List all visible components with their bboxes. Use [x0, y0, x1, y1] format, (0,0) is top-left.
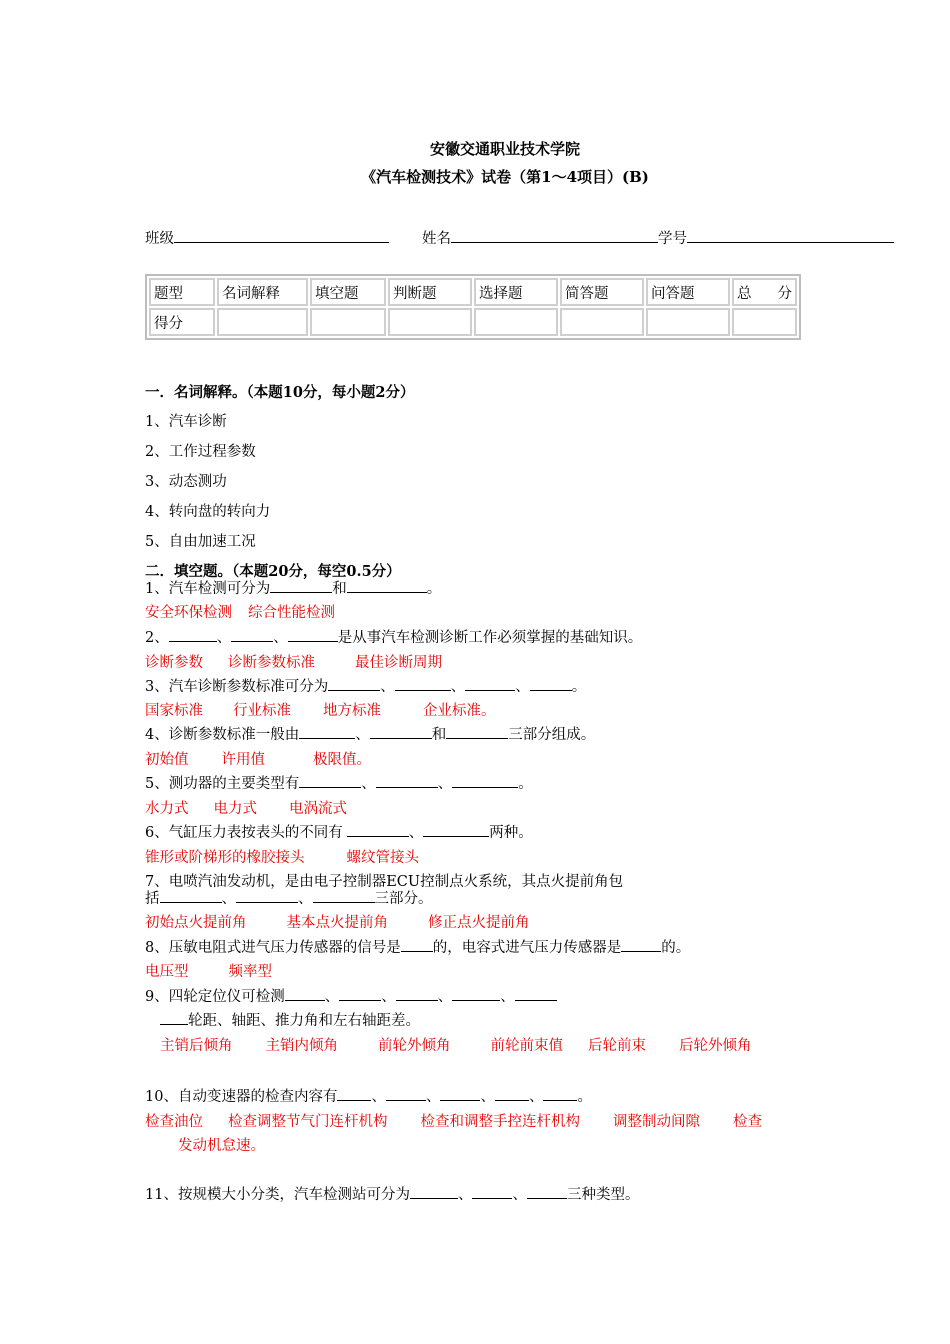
- answer-blank[interactable]: [621, 937, 661, 952]
- answer-blank[interactable]: [543, 1086, 577, 1101]
- answer-blank[interactable]: [370, 724, 432, 739]
- q5-text: 、: [437, 776, 453, 792]
- q10-text: 、: [528, 1089, 544, 1105]
- q10-text: 。: [577, 1089, 592, 1105]
- answer-blank[interactable]: [440, 1086, 480, 1101]
- col-true-false: 判断题: [388, 278, 472, 306]
- q2-text: 2、: [145, 630, 169, 646]
- q9-text: 轮距、轴距、推力角和左右轴距差。: [188, 1013, 420, 1029]
- answer-blank[interactable]: [527, 1184, 567, 1199]
- total-char-2: 分: [777, 285, 792, 302]
- answer-3: [145, 699, 496, 720]
- q11-text: 、: [512, 1187, 527, 1203]
- answer-blank[interactable]: [515, 986, 557, 1001]
- section1-item: 5、自由加速工况: [145, 534, 256, 550]
- answer-9: [160, 1034, 752, 1055]
- answer-blank[interactable]: [410, 1184, 458, 1199]
- section1-item: 4、转向盘的转向力: [145, 504, 271, 520]
- q9-text: 、: [437, 989, 453, 1005]
- answer-text: 频率型: [228, 964, 272, 980]
- answer-blank[interactable]: [401, 937, 433, 952]
- answer-blank[interactable]: [236, 888, 298, 903]
- answer-text: 检查: [733, 1114, 762, 1130]
- answer-blank[interactable]: [396, 986, 438, 1001]
- q6-text: 、: [408, 825, 424, 841]
- col-short-answer: 简答题: [560, 278, 644, 306]
- question-8: [145, 936, 690, 957]
- answer-text: 检查和调整手控连杆机构: [420, 1114, 580, 1130]
- answer-4: [145, 748, 371, 769]
- answer-1: [145, 601, 335, 622]
- answer-blank[interactable]: [270, 578, 332, 593]
- q5-text: 、: [361, 776, 376, 792]
- q5-text: 。: [518, 776, 533, 792]
- answer-text: 检查油位: [145, 1114, 203, 1130]
- col-choice: 选择题: [474, 278, 558, 306]
- q3-text: 、: [380, 679, 395, 695]
- answer-blank[interactable]: [452, 986, 500, 1001]
- answer-text: 国家标准: [145, 703, 203, 719]
- answer-text: 许用值: [221, 752, 265, 768]
- score-cell[interactable]: [310, 308, 386, 336]
- answer-blank[interactable]: [452, 773, 518, 788]
- q6-text: 6、气缸压力表按表头的不同有: [145, 825, 343, 841]
- question-7: 7、电喷汽油发动机，是由电子控制器ECU控制点火系统，其点火提前角包: [145, 874, 624, 890]
- q7-text: 三部分。: [374, 891, 433, 907]
- answer-blank[interactable]: [313, 888, 375, 903]
- answer-blank[interactable]: [495, 1086, 529, 1101]
- answer-blank[interactable]: [169, 627, 217, 642]
- q9-text: 、: [500, 989, 515, 1005]
- question-4: [145, 723, 595, 744]
- answer-blank[interactable]: [339, 986, 381, 1001]
- question-3: [145, 675, 586, 696]
- total-char-1: 总: [737, 285, 752, 302]
- q1-text: 。: [426, 581, 442, 597]
- score-cell[interactable]: [646, 308, 730, 336]
- q8-text: 的。: [661, 940, 691, 956]
- question-6: [145, 821, 533, 842]
- section1-item: 1、汽车诊断: [145, 414, 227, 430]
- answer-text: 诊断参数: [145, 655, 203, 671]
- section1-title: 一．名词解释。（本题10分，每小题2分）: [145, 384, 415, 401]
- id-label: 学号: [658, 231, 687, 247]
- q4-text: 4、诊断参数标准一般由: [145, 727, 300, 743]
- answer-7: [145, 911, 530, 932]
- answer-blank[interactable]: [160, 888, 222, 903]
- answer-blank[interactable]: [423, 822, 489, 837]
- section2-title: 二．填空题。（本题20分，每空0.5分）: [145, 563, 401, 580]
- question-1: [145, 577, 441, 598]
- q5-text: 5、测功器的主要类型有: [145, 776, 300, 792]
- q4-text: 三部分组成。: [508, 727, 596, 743]
- answer-blank[interactable]: [299, 724, 355, 739]
- q3-text: 。: [571, 679, 587, 695]
- class-label: 班级: [145, 231, 174, 247]
- answer-blank[interactable]: [285, 986, 325, 1001]
- question-7-cont: [145, 887, 433, 908]
- answer-blank[interactable]: [472, 1184, 512, 1199]
- q2-text: 、: [273, 630, 288, 646]
- answer-blank[interactable]: [337, 1086, 371, 1101]
- answer-text: 地方标准: [323, 703, 381, 719]
- q4-text: 和: [431, 727, 447, 743]
- answer-blank[interactable]: [328, 676, 380, 691]
- student-info-line: [145, 227, 894, 248]
- q6-text: 两种。: [489, 825, 533, 841]
- answer-text: 基本点火提前角: [286, 915, 388, 931]
- answer-blank[interactable]: [347, 822, 409, 837]
- answer-5: [145, 797, 347, 818]
- answer-8: [145, 960, 272, 981]
- answer-blank[interactable]: [395, 676, 451, 691]
- q10-text: 10、自动变速器的检查内容有: [145, 1089, 338, 1105]
- col-total: [732, 278, 797, 306]
- answer-blank[interactable]: [347, 578, 427, 593]
- answer-text: 主销后倾角: [160, 1038, 233, 1054]
- answer-text: 安全环保检测: [145, 605, 232, 621]
- answer-blank[interactable]: [288, 627, 338, 642]
- answer-text: 初始点火提前角: [145, 915, 247, 931]
- answer-10-cont: 发动机怠速。: [178, 1138, 265, 1154]
- answer-6: [145, 846, 419, 867]
- col-question-answer: 问答题: [646, 278, 730, 306]
- q1-text: 1、汽车检测可分为: [145, 581, 271, 597]
- answer-blank[interactable]: [446, 724, 508, 739]
- answer-text: 修正点火提前角: [428, 915, 530, 931]
- answer-text: 螺纹管接头: [346, 850, 419, 866]
- answer-text: 水力式: [145, 801, 189, 817]
- answer-blank[interactable]: [231, 627, 273, 642]
- answer-text: 前轮外倾角: [378, 1038, 451, 1054]
- answer-text: 调整制动间隙: [613, 1114, 700, 1130]
- q2-text: 是从事汽车检测诊断工作必须掌握的基础知识。: [337, 630, 643, 646]
- answer-text: 锥形或阶梯形的橡胶接头: [145, 850, 305, 866]
- question-5: [145, 772, 533, 793]
- answer-text: 综合性能检测: [248, 605, 335, 621]
- q7-text: 括: [145, 891, 160, 907]
- answer-blank[interactable]: [160, 1010, 188, 1025]
- answer-text: 极限值。: [313, 752, 371, 768]
- question-2: [145, 626, 642, 647]
- score-cell[interactable]: [560, 308, 644, 336]
- q3-text: 、: [515, 679, 530, 695]
- score-table-score-row: [149, 308, 797, 336]
- answer-blank[interactable]: [465, 676, 515, 691]
- answer-text: 主销内倾角: [265, 1038, 338, 1054]
- answer-text: 后轮前束: [588, 1038, 646, 1054]
- question-10: [145, 1085, 592, 1106]
- score-cell[interactable]: [388, 308, 472, 336]
- answer-text: 电力式: [213, 801, 257, 817]
- score-cell[interactable]: [474, 308, 558, 336]
- col-term-explanation: 名词解释: [217, 278, 308, 306]
- answer-text: 诊断参数标准: [228, 655, 315, 671]
- section1-item: 2、工作过程参数: [145, 444, 256, 460]
- q10-text: 、: [480, 1089, 495, 1105]
- q8-text: 8、压敏电阻式进气压力传感器的信号是: [145, 940, 401, 956]
- answer-text: 电压型: [145, 964, 189, 980]
- question-11: [145, 1183, 639, 1204]
- q3-text: 、: [450, 679, 466, 695]
- q9-text: 、: [324, 989, 340, 1005]
- question-9: [145, 985, 557, 1006]
- answer-blank[interactable]: [530, 676, 572, 691]
- id-blank[interactable]: [687, 228, 894, 243]
- col-fill-blank: 填空题: [310, 278, 386, 306]
- answer-text: 前轮前束值: [490, 1038, 563, 1054]
- q10-text: 、: [425, 1089, 441, 1105]
- answer-text: 行业标准: [233, 703, 291, 719]
- q10-text: 、: [371, 1089, 386, 1105]
- q4-text: 、: [355, 727, 370, 743]
- q11-text: 三种类型。: [566, 1187, 640, 1203]
- q8-text: 的，电容式进气压力传感器是: [432, 940, 622, 956]
- school-name: 安徽交通职业技术学院: [429, 140, 580, 158]
- answer-10: [145, 1110, 762, 1131]
- score-table-header-row: [149, 278, 797, 306]
- answer-text: 电涡流式: [289, 801, 347, 817]
- q9-text: 、: [381, 989, 396, 1005]
- section1-item: 3、动态测功: [145, 474, 227, 490]
- answer-text: 后轮外倾角: [679, 1038, 752, 1054]
- answer-blank[interactable]: [299, 773, 361, 788]
- answer-blank[interactable]: [376, 773, 438, 788]
- q11-text: 11、按规模大小分类，汽车检测站可分为: [145, 1187, 410, 1203]
- q1-text: 和: [332, 581, 347, 597]
- class-blank[interactable]: [174, 228, 389, 243]
- score-cell[interactable]: [732, 308, 797, 336]
- answer-blank[interactable]: [386, 1086, 426, 1101]
- q7-text: 、: [221, 891, 236, 907]
- score-table: [145, 274, 801, 340]
- answer-text: 最佳诊断周期: [355, 655, 442, 671]
- q7-text: 、: [298, 891, 313, 907]
- name-label: 姓名: [422, 231, 451, 247]
- answer-text: 初始值: [145, 752, 189, 768]
- score-cell[interactable]: [217, 308, 308, 336]
- answer-2: [145, 651, 442, 672]
- q2-text: 、: [216, 630, 232, 646]
- row-label-score: 得分: [149, 308, 215, 336]
- answer-text: 检查调整节气门连杆机构: [228, 1114, 388, 1130]
- q9-text: 9、四轮定位仪可检测: [145, 989, 285, 1005]
- q11-text: 、: [457, 1187, 473, 1203]
- q3-text: 3、汽车诊断参数标准可分为: [145, 679, 329, 695]
- question-9-cont: [160, 1009, 420, 1030]
- row-label-type: 题型: [149, 278, 215, 306]
- answer-text: 企业标准。: [423, 703, 496, 719]
- exam-title: 《汽车检测技术》试卷（第1～4项目）(B): [361, 168, 649, 186]
- name-blank[interactable]: [451, 228, 658, 243]
